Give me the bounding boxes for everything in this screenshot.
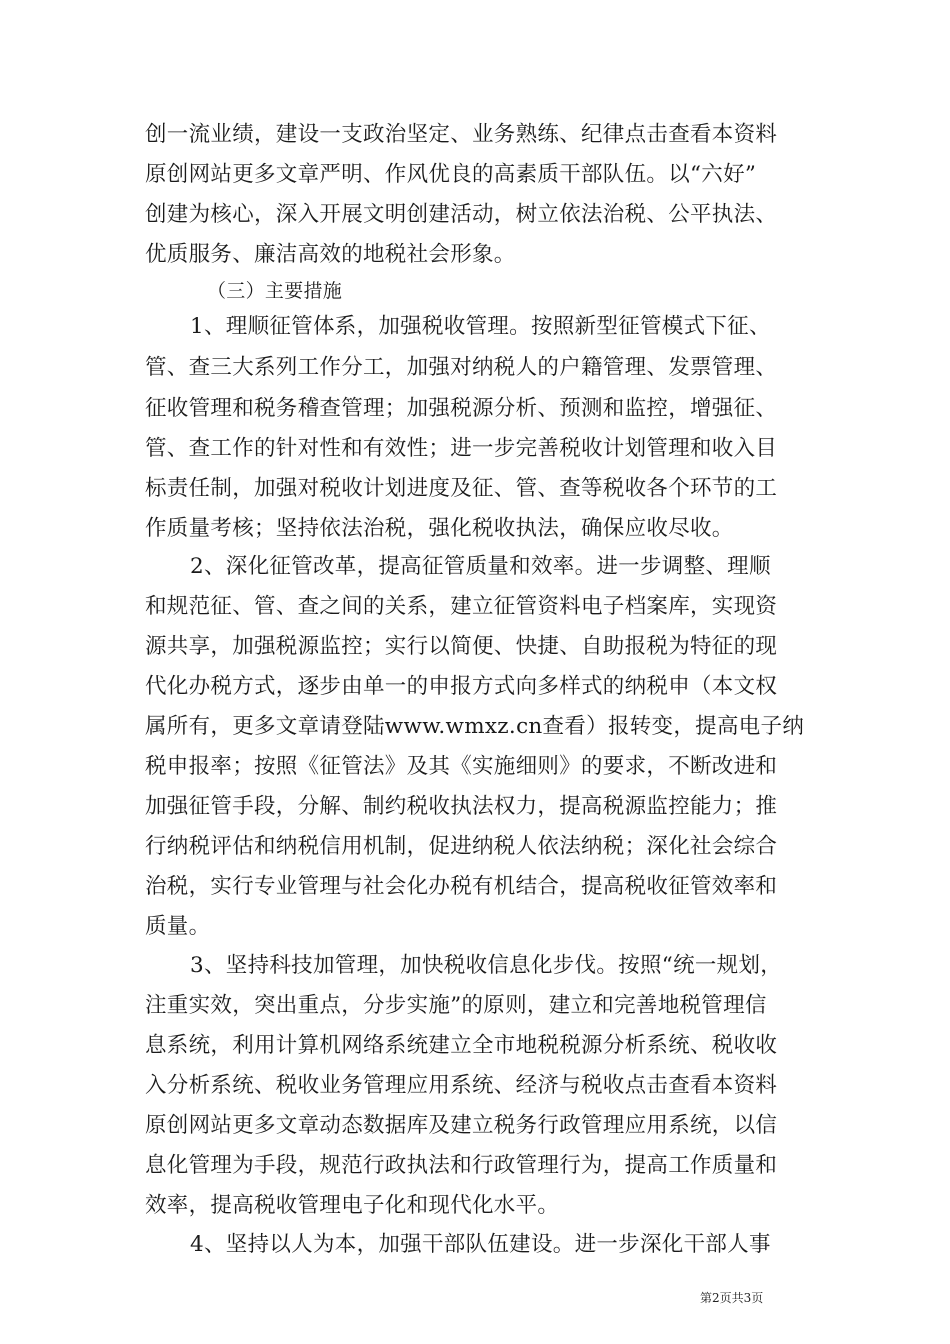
paragraph-start: 2、深化征管改革，提高征管质量和效率。进一步调整、理顺 (190, 554, 771, 579)
text-line: 税申报率；按照《征管法》及其《实施细则》的要求，不断改进和 (145, 754, 778, 779)
text-line: 属所有，更多文章请登陆www.wmxz.cn查看）报转变，提高电子纳 (145, 714, 805, 739)
text-line: 作质量考核；坚持依法治税，强化税收执法，确保应收尽收。 (145, 516, 734, 541)
text-line: 代化办税方式，逐步由单一的申报方式向多样式的纳税申（本文权 (145, 674, 778, 699)
text-line: 入分析系统、税收业务管理应用系统、经济与税收点击查看本资料 (145, 1073, 778, 1098)
text-line: 创建为核心，深入开展文明创建活动，树立依法治税、公平执法、 (145, 202, 778, 227)
text-line: 息系统，利用计算机网络系统建立全市地税税源分析系统、税收收 (145, 1033, 778, 1058)
text-line: 标责任制，加强对税收计划进度及征、管、查等税收各个环节的工 (145, 476, 778, 501)
text-line: 管、查三大系列工作分工，加强对纳税人的户籍管理、发票管理、 (145, 355, 778, 380)
page-number: 第2页共3页 (700, 1291, 764, 1305)
text-line: 原创网站更多文章严明、作风优良的高素质干部队伍。以“六好” (145, 162, 757, 187)
text-line: 管、查工作的针对性和有效性；进一步完善税收计划管理和收入目 (145, 436, 778, 461)
text-line: 行纳税评估和纳税信用机制，促进纳税人依法纳税；深化社会综合 (145, 834, 778, 859)
text-line: 源共享，加强税源监控；实行以简便、快捷、自助报税为特征的现 (145, 634, 778, 659)
text-line: 治税，实行专业管理与社会化办税有机结合，提高税收征管效率和 (145, 874, 778, 899)
text-line: 优质服务、廉洁高效的地税社会形象。 (145, 242, 516, 267)
section-heading: （三）主要措施 (207, 280, 343, 302)
text-line: 创一流业绩，建设一支政治坚定、业务熟练、纪律点击查看本资料 (145, 122, 778, 147)
text-line: 加强征管手段，分解、制约税收执法权力，提高税源监控能力；推 (145, 794, 778, 819)
text-line: 和规范征、管、查之间的关系，建立征管资料电子档案库，实现资 (145, 594, 778, 619)
text-line: 原创网站更多文章动态数据库及建立税务行政管理应用系统，以信 (145, 1113, 778, 1138)
paragraph-start: 4、坚持以人为本，加强干部队伍建设。进一步深化干部人事 (190, 1232, 771, 1257)
paragraph-start: 1、理顺征管体系，加强税收管理。按照新型征管模式下征、 (190, 314, 771, 339)
text-line: 征收管理和税务稽查管理；加强税源分析、预测和监控，增强征、 (145, 396, 778, 421)
text-line: 注重实效，突出重点，分步实施”的原则，建立和完善地税管理信 (145, 993, 767, 1018)
paragraph-start: 3、坚持科技加管理，加快税收信息化步伐。按照“统一规划， (190, 953, 783, 978)
text-line: 质量。 (145, 914, 211, 939)
text-line: 息化管理为手段，规范行政执法和行政管理行为，提高工作质量和 (145, 1153, 778, 1178)
text-line: 效率，提高税收管理电子化和现代化水平。 (145, 1193, 560, 1218)
